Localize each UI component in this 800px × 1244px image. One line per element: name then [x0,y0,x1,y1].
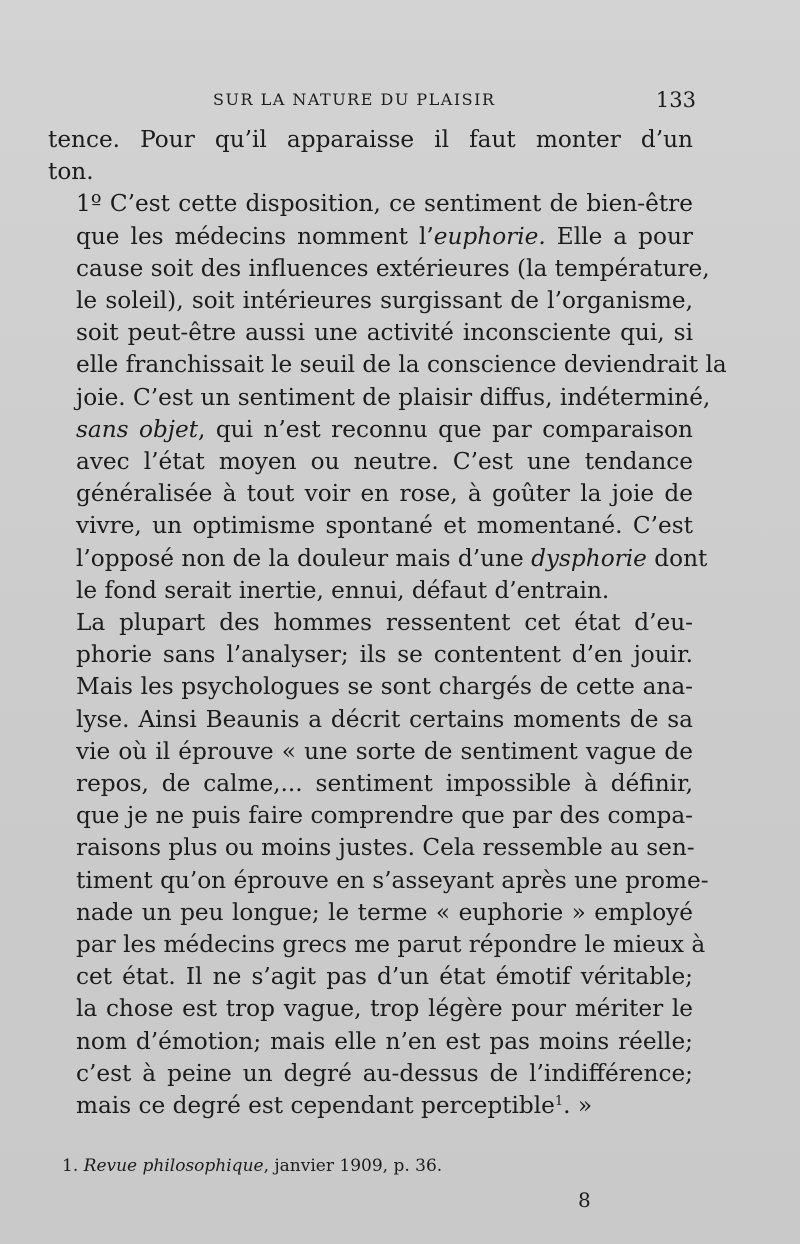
text-line: 1º C’est cette disposition, ce sentiment de bien-être [76,190,693,218]
text-line: la chose est trop vague, trop légère pour mériter le [76,995,693,1023]
text-line: sans objet, qui n’est reconnu que par comparaison [76,415,693,443]
text-line: lyse. Ainsi Beaunis a décrit certains moments de sa [76,705,693,733]
text-line: vie où il éprouve « une sorte de sentiment vague de [76,737,693,765]
paragraph-1 [48,124,693,188]
text-line: timent qu’on éprouve en s’asseyant après une prome- [76,866,709,894]
text-line: La plupart des hommes ressentent cet état d’eu- [76,609,693,637]
footnote-source: Revue philosophique [83,1156,264,1176]
paragraph-3 [48,607,709,1122]
text-line: par les médecins grecs me parut répondre le mieux à [76,931,706,959]
text-line: phorie sans l’analyser; ils se contentent d’en jouir. [76,641,693,669]
text-line: cet état. Il ne s’agit pas d’un état émotif véritable; [76,963,693,991]
text-line: nade un peu longue; le terme « euphorie » employé [76,898,693,926]
body-text [48,124,727,1122]
text-line: ton. [48,158,94,186]
text-line: que je ne puis faire comprendre que par des compa- [76,802,693,830]
text-line: tence. Pour qu’il apparaisse il faut monter d’un [48,126,693,153]
text-line: le soleil), soit intérieures surgissant de l’organisme, [76,287,693,315]
italic-term: sans objet [76,415,199,443]
running-title: SUR LA NATURE DU PLAISIR [213,90,496,109]
italic-term: dysphorie [531,544,647,572]
text-line: elle franchissait le seuil de la conscience deviendrait la [76,351,727,379]
text-line: mais ce degré est cependant perceptible$^1$. » [76,1092,593,1120]
text-line: généralisée à tout voir en rose, à goûter la joie de [76,480,693,508]
text-line: nom d’émotion; mais elle n’en est pas moins réelle; [76,1027,693,1055]
page-number: 133 [655,88,696,112]
footnote-ref: 1 [554,1094,564,1110]
text-line: que les médecins nomment l’euphorie. Elle a pour [76,222,693,250]
footnote [62,1156,702,1176]
text-line: repos, de calme,... sentiment impossible à définir, [76,770,693,798]
text-line: soit peut-être aussi une activité inconsciente qui, si [76,319,693,347]
text-line: raisons plus ou moins justes. Cela ressemble au sen- [76,834,695,862]
signature-mark: 8 [578,1188,591,1212]
text-line: joie. C’est un sentiment de plaisir diffus, indéterminé, [76,383,711,411]
text-line: cause soit des influences extérieures (la température, [76,254,710,282]
text-line: avec l’état moyen ou neutre. C’est une tendance [76,448,693,476]
text-line: le fond serait inertie, ennui, défaut d’entrain. [76,576,610,604]
italic-term: euphorie. [433,222,546,250]
page-header [48,86,698,120]
footnote-rest: , janvier 1909, p. 36. [263,1156,443,1176]
footnote-marker: 1. [62,1156,79,1176]
paragraph-2 [48,188,727,607]
text-line: Mais les psychologues se sont chargés de cette ana- [76,673,693,701]
text-line: c’est à peine un degré au-dessus de l’indifférence; [76,1059,693,1087]
text-line: vivre, un optimisme spontané et momentané. C’est [76,512,693,540]
text-line: l’opposé non de la douleur mais d’une dysphorie dont [76,544,708,572]
